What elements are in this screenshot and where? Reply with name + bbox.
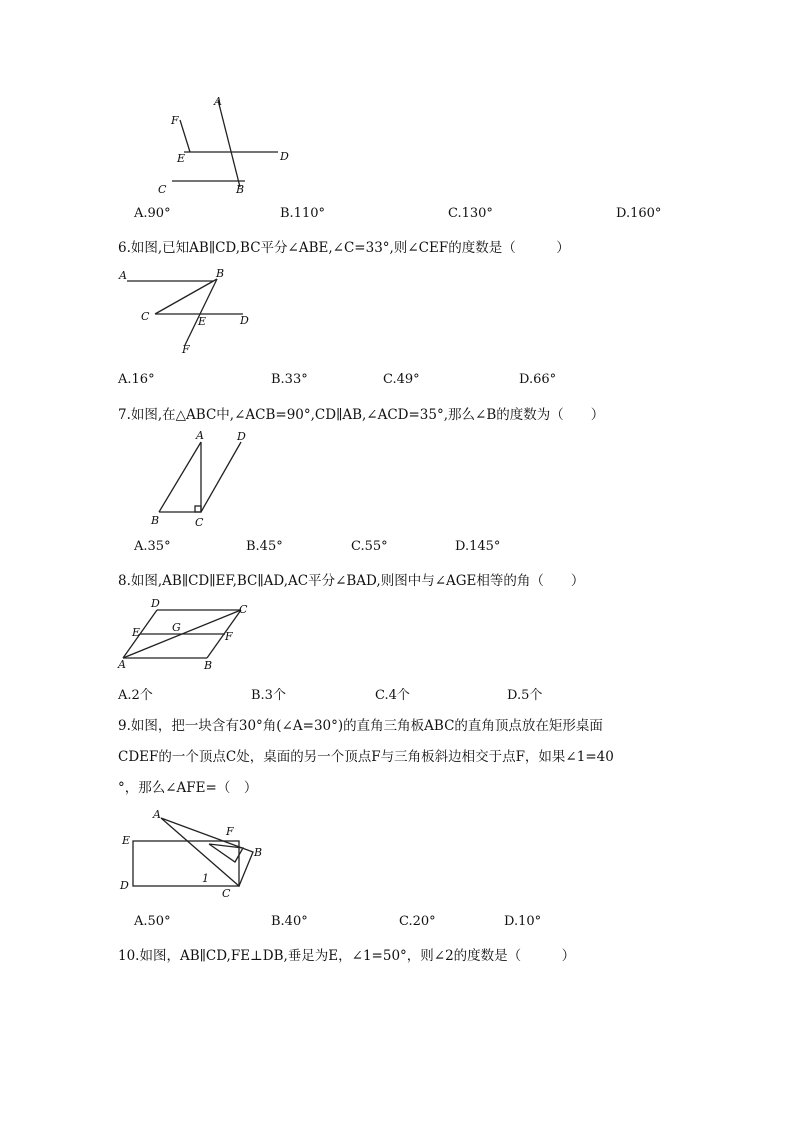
- q9-stem-line2: CDEF的一个顶点C处，桌面的另一个顶点F与三角板斜边相交于点F，如果∠1=40: [118, 749, 614, 765]
- label-A: A: [214, 95, 222, 108]
- label-F: F: [226, 825, 234, 838]
- q8-option-d: D.5个: [507, 688, 543, 703]
- label-E: E: [198, 315, 207, 328]
- q6-option-d: D.66°: [519, 372, 557, 387]
- label-B: B: [254, 846, 263, 859]
- q8-stem: 8.如图,AB∥CD∥EF,BC∥AD,AC平分∠BAD,则图中与∠AGE相等的角（ ）: [118, 573, 585, 589]
- label-E: E: [132, 626, 141, 639]
- q5-option-d: D.160°: [616, 206, 662, 221]
- q7-stem: 7.如图,在△ABC中,∠ACB=90°,CD∥AB,∠ACD=35°,那么∠B的度数为（ ）: [118, 407, 605, 423]
- label-C: C: [222, 887, 231, 900]
- label-B: B: [216, 267, 225, 280]
- label-A: A: [118, 658, 126, 671]
- label-C: C: [141, 310, 150, 323]
- q7-option-b: B.45°: [246, 539, 283, 554]
- label-F: F: [225, 630, 233, 643]
- q9-option-b: B.40°: [271, 914, 308, 929]
- label-D: D: [240, 314, 249, 327]
- q9-stem-line1: 9.如图，把一块含有30°角(∠A=30°)的直角三角板ABC的直角顶点放在矩形桌面: [118, 718, 603, 734]
- q5-option-a: A.90°: [134, 206, 171, 221]
- label-C: C: [158, 183, 167, 196]
- q8-option-c: C.4个: [375, 688, 410, 703]
- figure-q6: [115, 265, 255, 360]
- label-F: F: [171, 114, 179, 127]
- q7-option-c: C.55°: [351, 539, 388, 554]
- q9-option-a: A.50°: [134, 914, 171, 929]
- figure-q9: [115, 804, 275, 904]
- label-E: E: [177, 152, 186, 165]
- angle-1-label: 1: [202, 872, 209, 885]
- label-F: F: [182, 343, 190, 356]
- q8-option-a: A.2个: [118, 688, 153, 703]
- figure-q8: [115, 596, 260, 676]
- label-B: B: [204, 659, 213, 672]
- q6-option-c: C.49°: [383, 372, 420, 387]
- q8-option-b: B.3个: [251, 688, 286, 703]
- q6-stem: 6.如图,已知AB∥CD,BC平分∠ABE,∠C=33°,则∠CEF的度数是（ ）: [118, 240, 570, 256]
- label-D: D: [237, 430, 246, 443]
- label-E: E: [122, 834, 131, 847]
- q5-option-c: C.130°: [448, 206, 493, 221]
- label-A: A: [196, 429, 204, 442]
- q7-option-d: D.145°: [455, 539, 501, 554]
- q6-option-b: B.33°: [271, 372, 308, 387]
- label-G: G: [172, 621, 181, 634]
- q9-option-d: D.10°: [504, 914, 542, 929]
- label-C: C: [195, 516, 204, 529]
- figure-q7: [145, 428, 255, 533]
- q10-stem: 10.如图，AB∥CD,FE⊥DB,垂足为E，∠1=50°，则∠2的度数是（ ）: [118, 948, 576, 964]
- q7-option-a: A.35°: [134, 539, 171, 554]
- label-D: D: [120, 879, 129, 892]
- label-B: B: [236, 183, 245, 196]
- label-D: D: [151, 597, 160, 610]
- figure-q5: [150, 90, 300, 200]
- q6-option-a: A.16°: [118, 372, 155, 387]
- q9-stem-line3: °，那么∠AFE=（ ）: [118, 780, 258, 796]
- q5-option-b: B.110°: [280, 206, 325, 221]
- label-C: C: [239, 603, 248, 616]
- q9-option-c: C.20°: [399, 914, 436, 929]
- label-D: D: [280, 150, 289, 163]
- label-A: A: [153, 808, 161, 821]
- label-B: B: [151, 514, 160, 527]
- label-A: A: [119, 269, 127, 282]
